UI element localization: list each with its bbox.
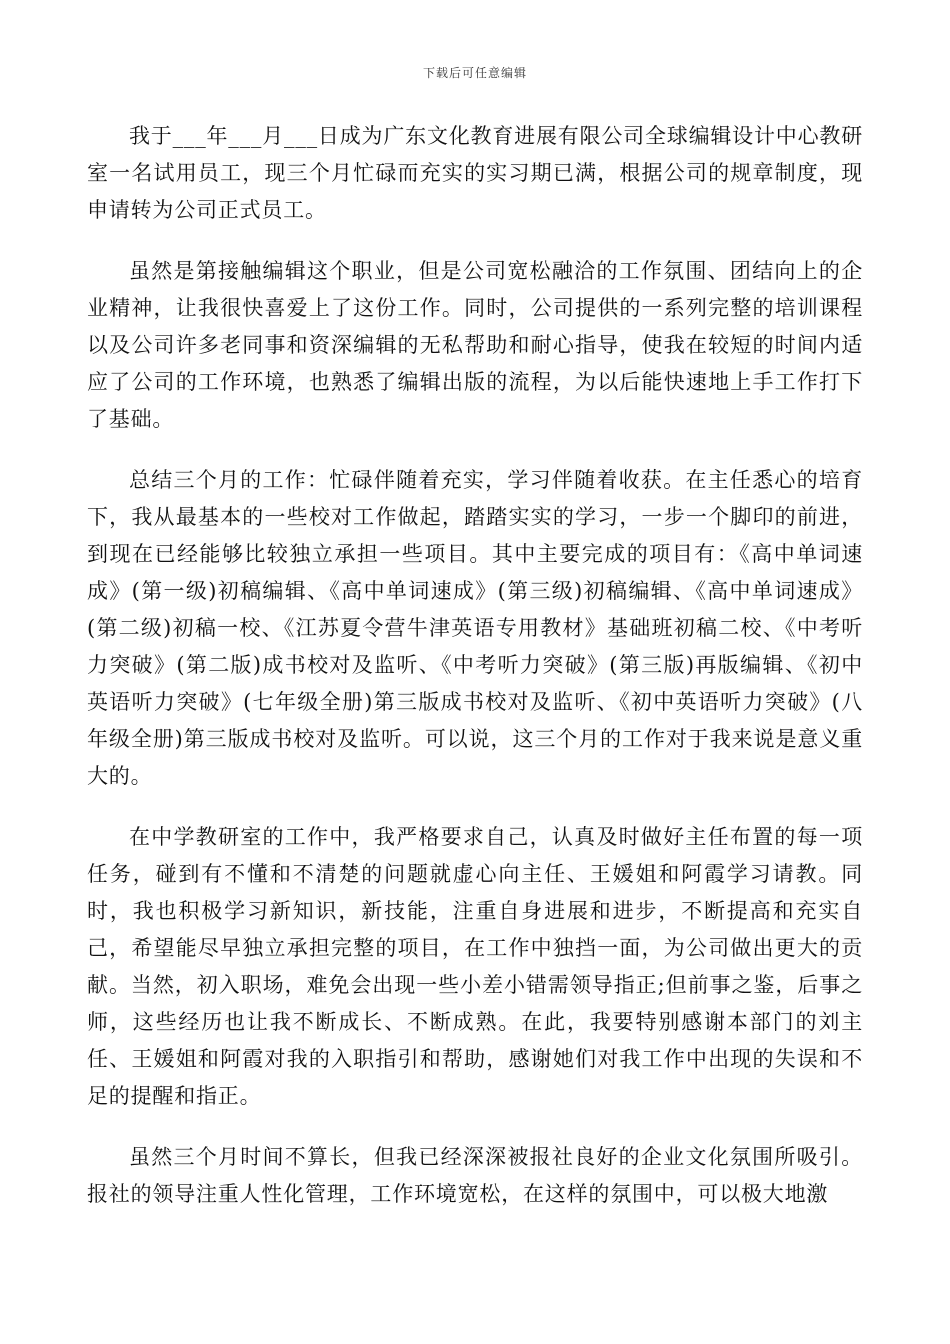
paragraph-first-impression: 虽然是第接触编辑这个职业，但是公司宽松融洽的工作氛围、团结向上的企业精神，让我很快喜爱上了这份工作。同时，公司提供的一系列完整的培训课程以及公司许多老同事和资深编辑的无私帮助和耐心指导，使我在较短的时间内适应了公司的工作环境，也熟悉了编辑出版的流程，为以后能快速地上手工作打下了基础。: [87, 259, 863, 431]
document-body: [87, 118, 863, 1237]
header-note: 下载后可任意编辑: [422, 66, 527, 80]
paragraph-company-culture: 虽然三个月时间不算长，但我已经深深被报社良好的企业文化氛围所吸引。报社的领导注重人性化管理，工作环境宽松，在这样的氛围中，可以极大地激: [87, 1145, 863, 1206]
paragraph-work-summary: 总结三个月的工作：忙碌伴随着充实，学习伴随着收获。在主任悉心的培育下，我从最基本的一些校对工作做起，踏踏实实的学习，一步一个脚印的前进，到现在已经能够比较独立承担一些项目。其中主要完成的项目有：《高中单词速成》(第一级)初稿编辑、《高中单词速成》(第三级)初稿编辑、《高中单词速成》(第二级)初稿一校、《江苏夏令营牛津英语专用教材》基础班初稿二校、《中考听力突破》(第二版)成书校对及监听、《中考听力突破》(第三版)再版编辑、《初中英语听力突破》(七年级全册)第三版成书校对及监听、《初中英语听力突破》(八年级全册)第三版成书校对及监听。可以说，这三个月的工作对于我来说是意义重大的。: [87, 468, 863, 788]
paragraph-probation-intro: 我于___年___月___日成为广东文化教育进展有限公司全球编辑设计中心教研室一名试用员工，现三个月忙碌而充实的实习期已满，根据公司的规章制度，现申请转为公司正式员工。: [87, 124, 863, 222]
paragraph-work-attitude: 在中学教研室的工作中，我严格要求自己，认真及时做好主任布置的每一项任务，碰到有不懂和不清楚的问题就虚心向主任、王媛姐和阿霞学习请教。同时，我也积极学习新知识，新技能，注重自身进展和进步，不断提高和充实自己，希望能尽早独立承担完整的项目，在工作中独挡一面，为公司做出更大的贡献。当然，初入职场，难免会出现一些小差小错需领导指正;但前事之鉴，后事之师，这些经历也让我不断成长、不断成熟。在此，我要特别感谢本部门的刘主任、王媛姐和阿霞对我的入职指引和帮助，感谢她们对我工作中出现的失误和不足的提醒和指正。: [87, 825, 863, 1108]
